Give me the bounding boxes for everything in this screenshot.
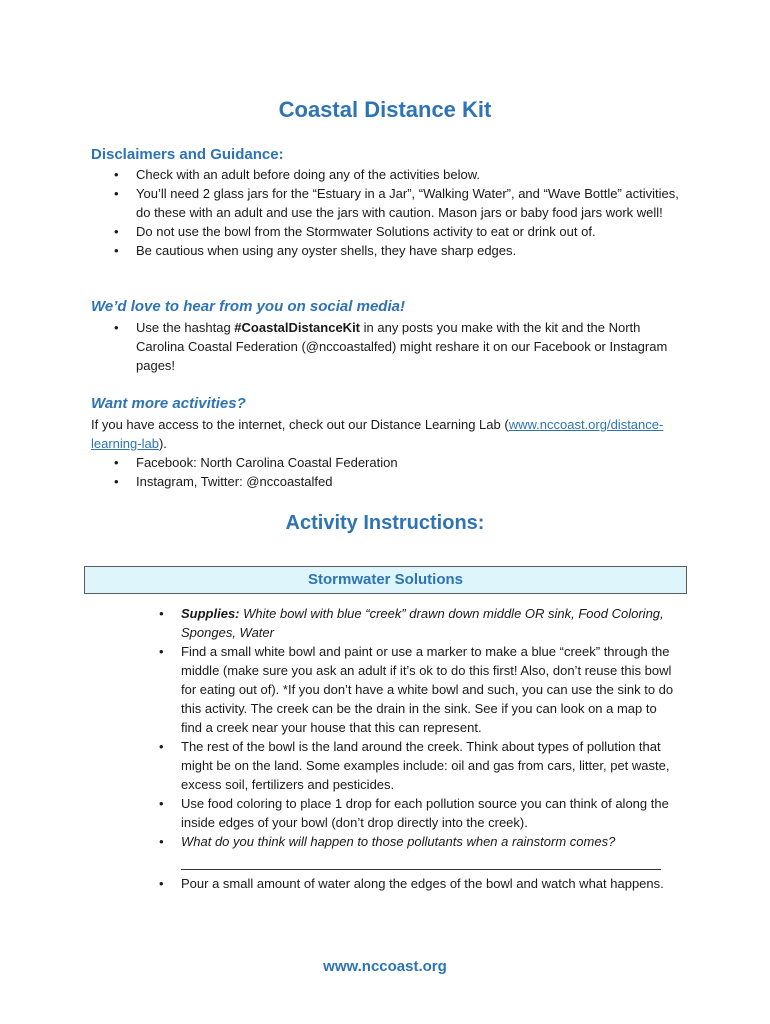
list-item: • Use food coloring to place 1 drop for each pollution source you can think of along the inside edges of your bowl (don’t drop directly into the creek).: [181, 794, 676, 832]
supplies-item: [181, 604, 676, 642]
more-text-post: ).: [158, 436, 167, 451]
supplies-label: Supplies:: [181, 606, 240, 621]
list-item: • Pour a small amount of water along the edges of the bowl and watch what happens.: [181, 874, 676, 893]
list-item: • You’ll need 2 glass jars for the “Estuary in a Jar”, “Walking Water”, and “Wave Bottle” activities, do these with an adult and use the jars with caution. Mason jars or baby food jars work well!: [136, 184, 681, 222]
disclaimers-heading: Disclaimers and Guidance:: [91, 146, 284, 163]
list-item: • The rest of the bowl is the land around the creek. Think about types of pollution that might be on the land. Some examples include: oil and gas from cars, litter, pet waste, excess soil, fertilizers and pesticides.: [181, 737, 676, 794]
activity-instructions-heading: Activity Instructions:: [285, 512, 485, 534]
list-item: • Be cautious when using any oyster shells, they have sharp edges.: [136, 241, 681, 260]
answer-line[interactable]: [181, 855, 661, 870]
question-text: What do you think will happen to those pollutants when a rainstorm comes?: [181, 834, 616, 849]
list-item: • Instagram, Twitter: @nccoastalfed: [136, 472, 681, 491]
disclaimers-list: [136, 165, 681, 260]
stormwater-solutions-banner: Stormwater Solutions: [84, 566, 687, 594]
list-item: • Find a small white bowl and paint or use a marker to make a blue “creek” through the middle (make sure you ask an adult if it’s ok to do this first! Also, don’t reuse this bowl for eating out of). *If you don’t have a white bowl and such, you can use the sink to do this activity. The creek can be the drain in the sink. See if you can look on a map to find a creek near your house that this can represent.: [181, 642, 676, 737]
list-item: • Check with an adult before doing any of the activities below.: [136, 165, 681, 184]
footer-url: www.nccoast.org: [323, 958, 447, 975]
social-list: [136, 318, 681, 375]
more-activities-text: [91, 415, 691, 453]
supplies-text: White bowl with blue “creek” drawn down middle OR sink, Food Coloring, Sponges, Water: [181, 606, 664, 640]
list-item: [136, 318, 681, 375]
question-item: [181, 832, 676, 870]
more-activities-heading: Want more activities?: [91, 395, 246, 412]
more-activities-list: [136, 453, 681, 491]
list-item: • Facebook: North Carolina Coastal Federation: [136, 453, 681, 472]
social-text-pre: Use the hashtag: [136, 320, 235, 335]
stormwater-steps-list: [181, 604, 676, 893]
social-heading: We’d love to hear from you on social media!: [91, 298, 405, 315]
list-item: • Do not use the bowl from the Stormwater Solutions activity to eat or drink out of.: [136, 222, 681, 241]
distance-learning-link[interactable]: www.nccoast.org/distance-learning-lab: [91, 417, 664, 451]
more-text-pre: If you have access to the internet, check out our Distance Learning Lab (: [91, 417, 509, 432]
social-text-post: in any posts you make with the kit and the North Carolina Coastal Federation (@nccoastalfed) might reshare it on our Facebook or Instagram pages!: [136, 320, 668, 373]
hashtag: #CoastalDistanceKit: [234, 320, 361, 335]
document-title: Coastal Distance Kit: [278, 97, 492, 122]
